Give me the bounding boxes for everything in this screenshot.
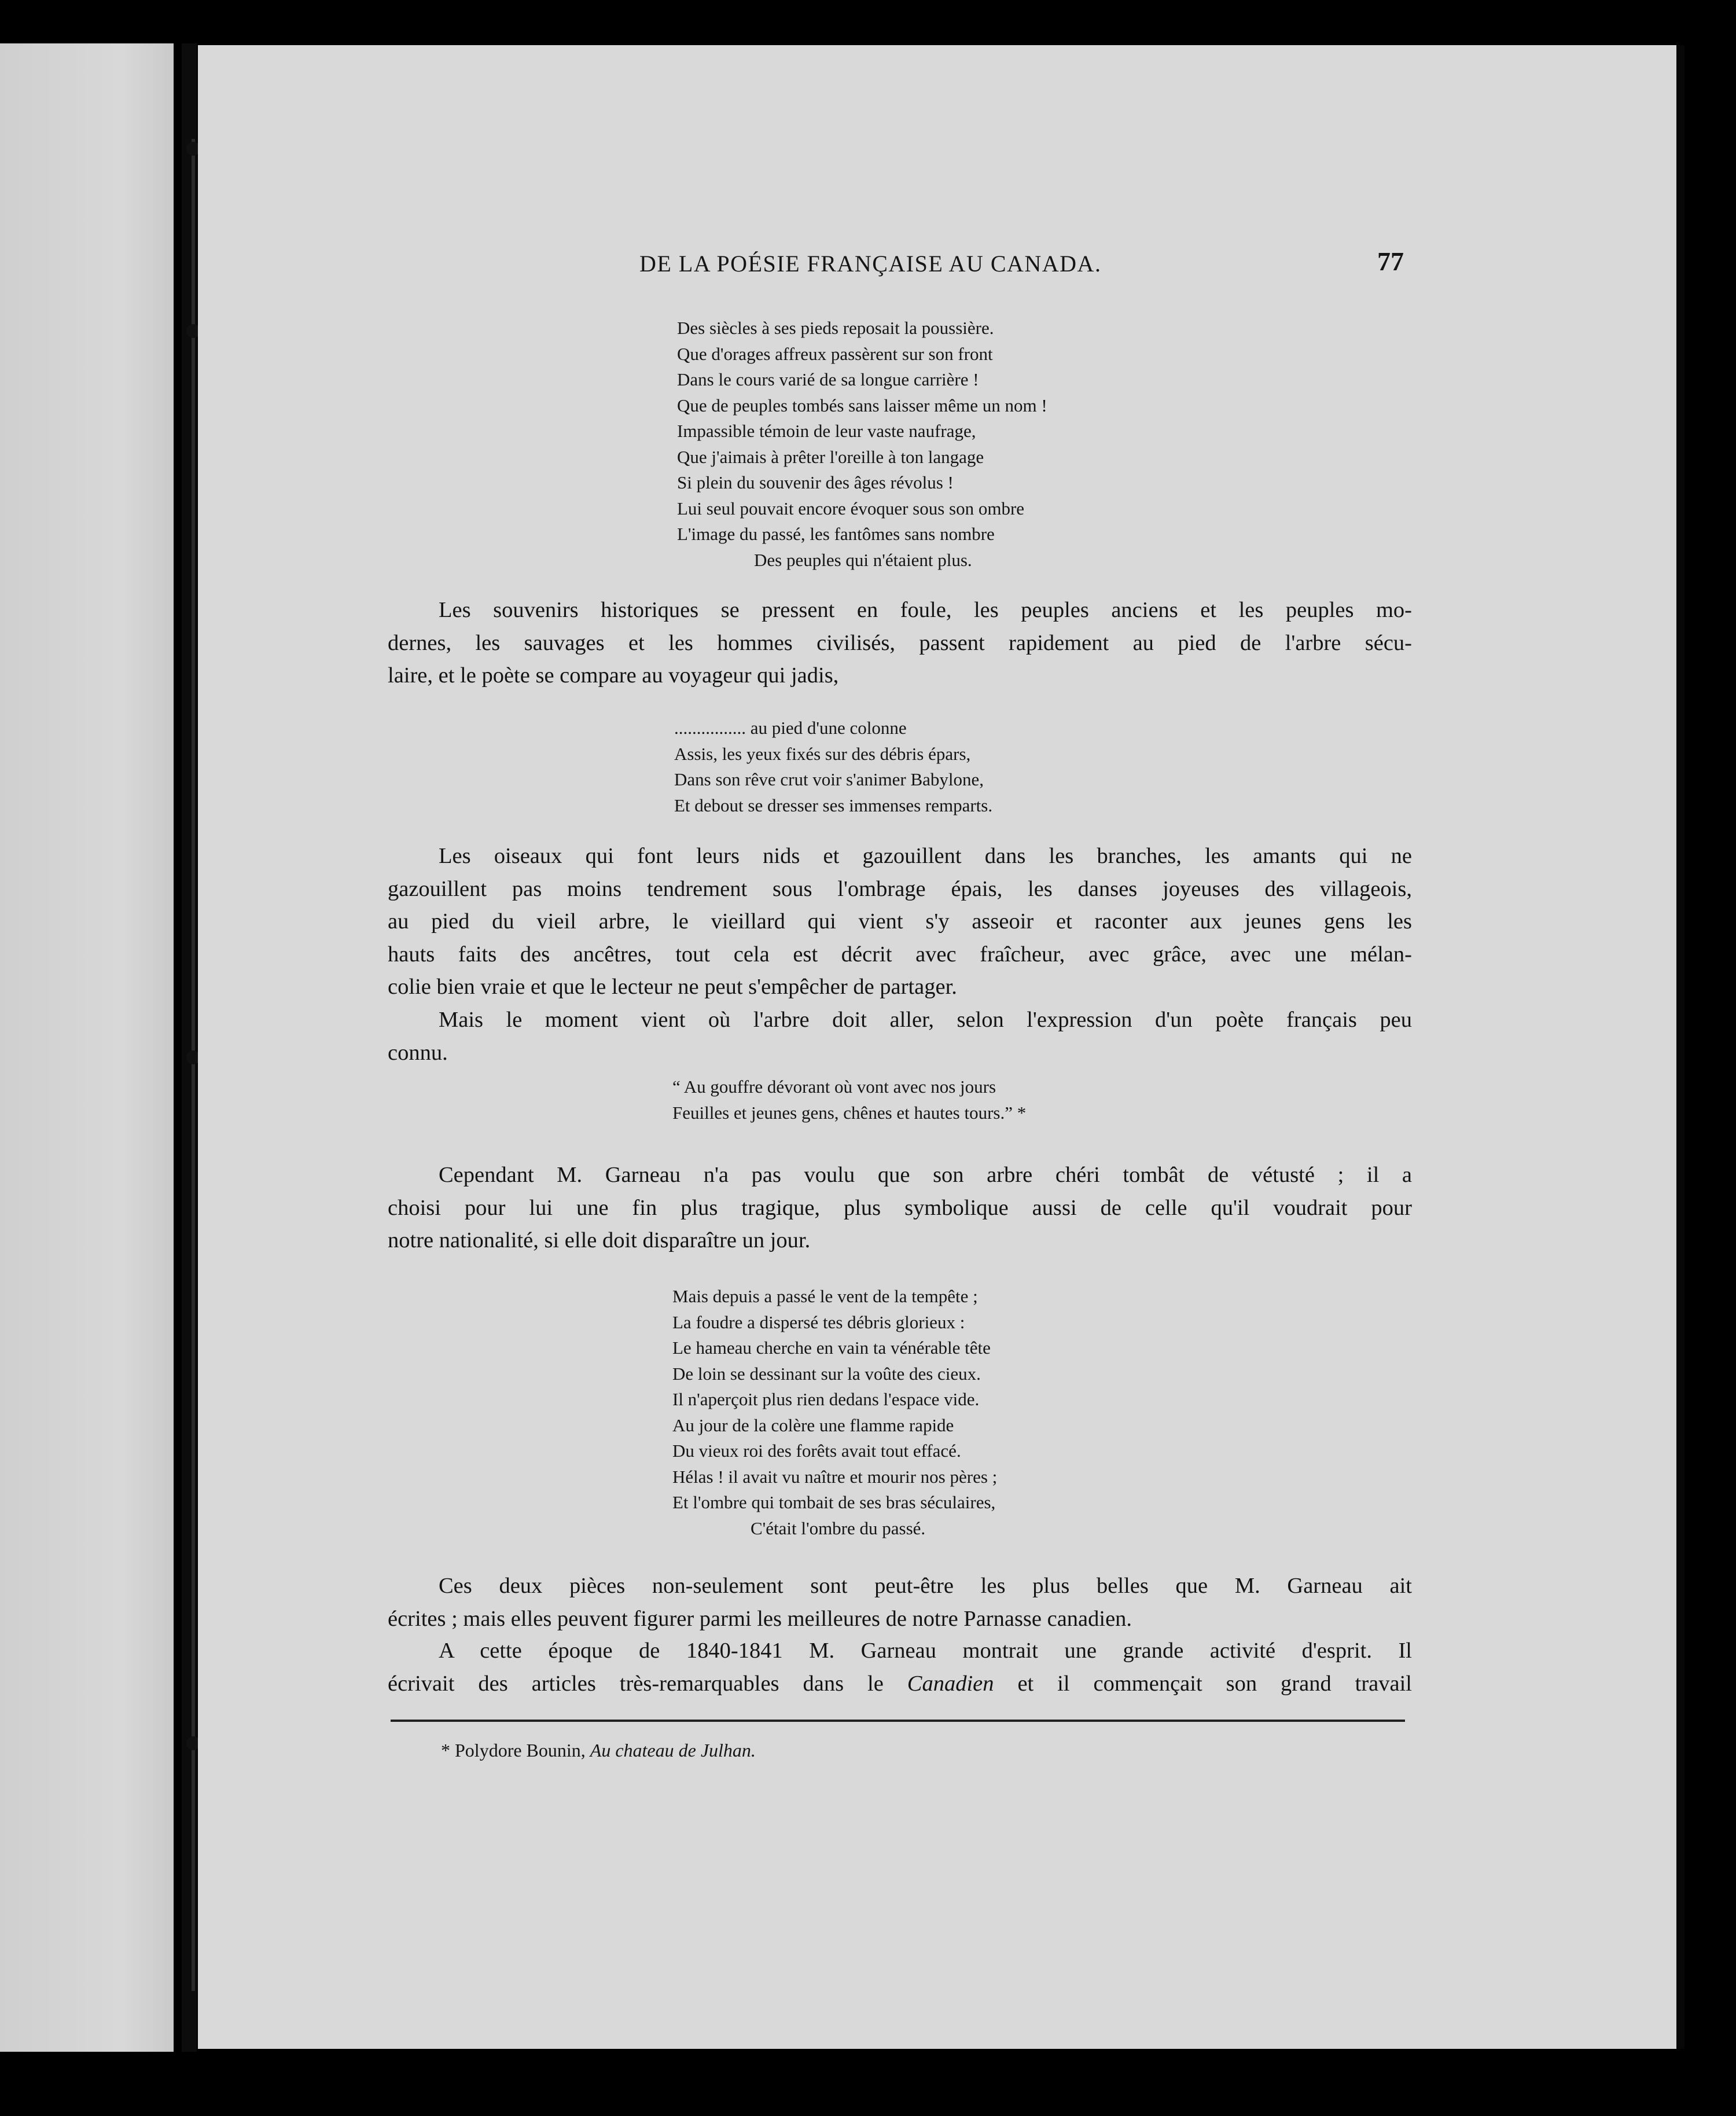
paragraph-line: gazouillent pas moins tendrement sous l'ombrage épais, les danses joyeuses des villageois,: [388, 876, 1412, 901]
paragraph-line: colie bien vraie et que le lecteur ne peut s'empêcher de partager.: [388, 975, 957, 999]
verse-line: C'était l'ombre du passé.: [751, 1518, 926, 1538]
verse-line: Du vieux roi des forêts avait tout effacé.: [672, 1441, 961, 1461]
paragraph: [388, 1634, 1412, 1700]
verse-line: Au jour de la colère une flamme rapide: [672, 1415, 954, 1435]
text-run: et il commençait son grand travail: [994, 1671, 1412, 1696]
page-right-border: [1676, 45, 1684, 2049]
paragraph: [388, 1570, 1412, 1635]
footnote-author: * Polydore Bounin,: [441, 1740, 590, 1761]
verse-block: [672, 1074, 1026, 1126]
verse-block: [677, 315, 1047, 573]
paragraph-line: choisi pour lui une fin plus tragique, plus symbolique aussi de celle qu'il voudrait pour: [388, 1195, 1412, 1220]
paragraph-line: Mais le moment vient où l'arbre doit aller, selon l'expression d'un poète français peu: [439, 1008, 1412, 1032]
paragraph: [388, 594, 1412, 692]
verse-line: Que j'aimais à prêter l'oreille à ton langage: [677, 446, 984, 467]
footnote-divider: [391, 1720, 1405, 1722]
facing-page-edge: [0, 43, 174, 2052]
verse-line: “ Au gouffre dévorant où vont avec nos jours: [672, 1077, 996, 1097]
text-run: écrivait des articles très-remarquables dans le: [388, 1671, 907, 1696]
verse-line: Mais depuis a passé le vent de la tempête ;: [672, 1286, 978, 1306]
paragraph-line: écrites ; mais elles peuvent figurer parmi les meilleures de notre Parnasse canadien.: [388, 1606, 1132, 1631]
paragraph-line: Ces deux pièces non-seulement sont peut-être les plus belles que M. Garneau ait: [439, 1574, 1412, 1598]
running-header: DE LA POÉSIE FRANÇAISE AU CANADA.: [639, 251, 1102, 277]
page-number: 77: [1377, 247, 1404, 276]
footnote: [441, 1740, 756, 1761]
paragraph: [388, 1004, 1412, 1069]
verse-line: Hélas ! il avait vu naître et mourir nos pères ;: [672, 1466, 998, 1487]
verse-line: ................ au pied d'une colonne: [674, 718, 907, 738]
verse-line: L'image du passé, les fantômes sans nombre: [677, 524, 995, 544]
paragraph-line: au pied du vieil arbre, le vieillard qui vient s'y asseoir et raconter aux jeunes gens les: [388, 909, 1412, 934]
verse-line: Si plein du souvenir des âges révolus !: [677, 472, 954, 493]
verse-line: Assis, les yeux fixés sur des débris épars,: [674, 743, 971, 764]
verse-block: [674, 715, 992, 818]
paragraph-line: dernes, les sauvages et les hommes civilisés, passent rapidement au pied de l'arbre sécu-: [388, 630, 1412, 655]
verse-line: Et debout se dresser ses immenses remparts.: [674, 795, 993, 815]
newspaper-title: Canadien: [907, 1671, 994, 1696]
paragraph-line: hauts faits des ancêtres, tout cela est décrit avec fraîcheur, avec grâce, avec une mélan-: [388, 942, 1412, 967]
verse-line: Lui seul pouvait encore évoquer sous son ombre: [677, 498, 1025, 519]
verse-line: Dans le cours varié de sa longue carrière !: [677, 369, 979, 390]
verse-line: Impassible témoin de leur vaste naufrage,: [677, 421, 976, 441]
binding-cord: [192, 139, 195, 1991]
verse-block: [672, 1284, 997, 1541]
verse-line: Des peuples qui n'étaient plus.: [754, 549, 972, 570]
paragraph: [388, 1159, 1412, 1257]
paragraph-line: [388, 1667, 1412, 1700]
verse-line: Feuilles et jeunes gens, chênes et hautes tours.” *: [672, 1102, 1027, 1123]
paragraph-line: laire, et le poète se compare au voyageur qui jadis,: [388, 663, 839, 688]
verse-line: Que de peuples tombés sans laisser même un nom !: [677, 395, 1047, 416]
paragraph-line: Les oiseaux qui font leurs nids et gazouillent dans les branches, les amants qui ne: [439, 844, 1412, 868]
paragraph-line: A cette époque de 1840-1841 M. Garneau montrait une grande activité d'esprit. Il: [439, 1639, 1412, 1663]
verse-line: Des siècles à ses pieds reposait la poussière.: [677, 318, 994, 338]
paragraph-line: Les souvenirs historiques se pressent en foule, les peuples anciens et les peuples mo-: [439, 598, 1412, 622]
verse-line: Et l'ombre qui tombait de ses bras séculaires,: [672, 1492, 996, 1512]
paragraph-line: Cependant M. Garneau n'a pas voulu que son arbre chéri tombât de vétusté ; il a: [439, 1163, 1412, 1187]
verse-line: La foudre a dispersé tes débris glorieux :: [672, 1312, 965, 1332]
paragraph: [388, 840, 1412, 1004]
paragraph-line: notre nationalité, si elle doit disparaître un jour.: [388, 1228, 811, 1252]
paragraph-line: connu.: [388, 1040, 448, 1065]
verse-line: Que d'orages affreux passèrent sur son front: [677, 343, 993, 364]
footnote-work-title: Au chateau de Julhan.: [590, 1740, 756, 1761]
verse-line: Le hameau cherche en vain ta vénérable tête: [672, 1338, 991, 1358]
verse-line: Il n'aperçoit plus rien dedans l'espace vide.: [672, 1389, 980, 1409]
verse-line: Dans son rêve crut voir s'animer Babylone,: [674, 769, 984, 789]
verse-line: De loin se dessinant sur la voûte des cieux.: [672, 1363, 981, 1384]
